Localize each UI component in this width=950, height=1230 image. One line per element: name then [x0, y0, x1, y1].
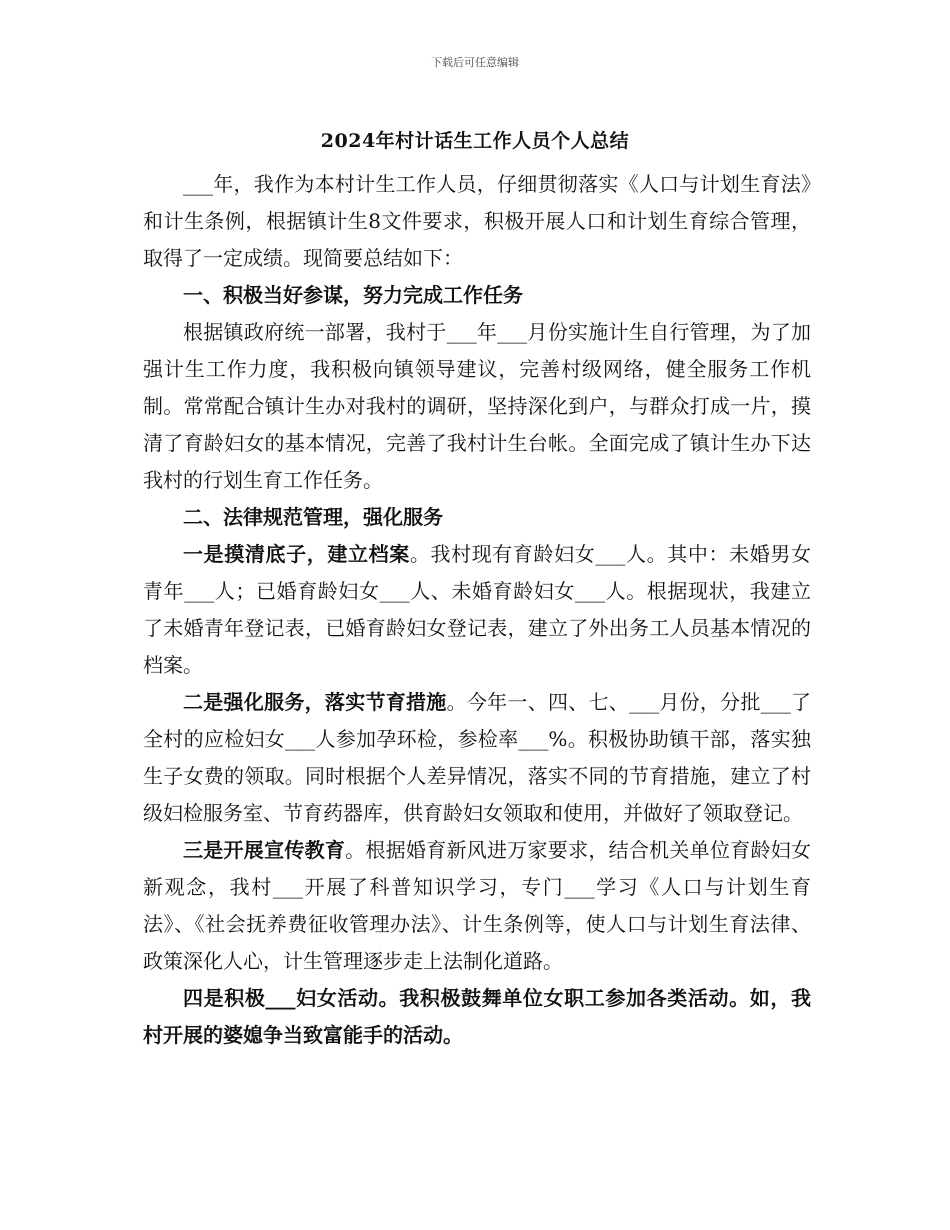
item-2-text: 。今年一、四、七、___月份，分批___了全村的应检妇女___人参加孕环检，参检率___%。积极协助镇干部，落实独生子女费的领取。同时根据个人差异情况，落实不同的节育措施，建立了村级妇检服务室、节育药器库，供育龄妇女领取和使用，并做好了领取登记。 [143, 690, 812, 825]
section-1-heading: 一、积极当好参谋，努力完成工作任务 [183, 283, 523, 307]
item-3-lead: 三是开展宣传教育 [183, 838, 346, 862]
item-4-paragraph: 四是积极___妇女活动。我积极鼓舞单位女职工参加各类活动。如，我村开展的婆媳争当致富能手的活动。 [143, 986, 811, 1047]
document-body [143, 166, 811, 1054]
item-1-lead: 一是摸清底子，建立档案 [183, 542, 410, 566]
intro-paragraph: ___年，我作为本村计生工作人员，仔细贯彻落实《人口与计划生育法》和计生条例，根据镇计生8文件要求，积极开展人口和计划生育综合管理，取得了一定成绩。现简要总结如下： [143, 172, 811, 270]
document-title: 2024年村计话生工作人员个人总结 [320, 130, 630, 152]
item-2-paragraph [143, 684, 811, 832]
item-3-text: 。根据婚育新风进万家要求，结合机关单位育龄妇女新观念，我村___开展了科普知识学习，专门___学习《人口与计划生育法》、《社会抚养费征收管理办法》、计生条例等，使人口与计划生育法律、政策深化人心，计生管理逐步走上法制化道路。 [143, 838, 812, 973]
item-3-paragraph [143, 832, 811, 980]
item-1-text: 。我村现有育龄妇女___人。其中：未婚男女青年___人；已婚育龄妇女___人、未婚育龄妇女___人。根据现状，我建立了未婚青年登记表，已婚育龄妇女登记表，建立了外出务工人员基本情况的档案。 [143, 542, 812, 677]
item-1-paragraph [143, 536, 811, 684]
section-1-paragraph: 根据镇政府统一部署，我村于___年___月份实施计生自行管理，为了加强计生工作力度，我积极向镇领导建议，完善村级网络，健全服务工作机制。常常配合镇计生办对我村的调研，坚持深化到户，与群众打成一片，摸清了育龄妇女的基本情况，完善了我村计生台帐。全面完成了镇计生办下达我村的行划生育工作任务。 [143, 320, 811, 492]
page-header-note: 下载后可任意编辑 [431, 56, 519, 69]
section-2-heading: 二、法律规范管理，强化服务 [183, 505, 443, 529]
item-2-lead: 二是强化服务，落实节育措施 [183, 690, 447, 714]
